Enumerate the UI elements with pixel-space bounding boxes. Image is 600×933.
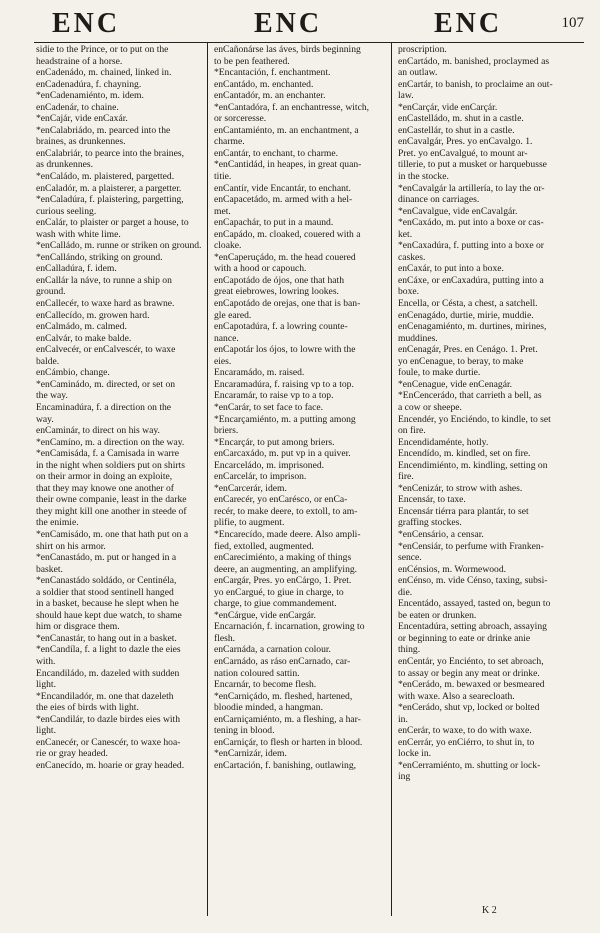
dictionary-line: with. — [36, 655, 56, 667]
dictionary-line: yo enCenague, to beray, to make — [398, 355, 524, 367]
dictionary-line: in the stocke. — [398, 171, 449, 183]
dictionary-line: enCastellár, to shut in a castle. — [398, 124, 515, 136]
dictionary-line: enCapotár los ójos, to lowre with the — [214, 344, 356, 356]
dictionary-line: sence. — [398, 552, 422, 564]
dictionary-line: charme. — [214, 136, 245, 148]
dictionary-line: curious seeling. — [36, 205, 97, 217]
dictionary-line: enCargár, Pres. yo enCárgo, 1. Pret. — [214, 575, 352, 587]
dictionary-line: as drunkennes. — [36, 159, 94, 171]
dictionary-line: enCenagádo, durtie, mirie, muddie. — [398, 309, 534, 321]
dictionary-line: cloake. — [214, 240, 242, 252]
dictionary-line: *enCenague, vide enCenagár. — [398, 378, 513, 390]
dictionary-line: Encentadúra, setting abroach, assaying — [398, 621, 547, 633]
dictionary-line: a cow or sheepe. — [398, 401, 462, 413]
dictionary-line: enCarniçamiénto, m. a fleshing, a har- — [214, 713, 361, 725]
dictionary-line: enCaxár, to put into a boxe. — [398, 263, 504, 275]
dictionary-line: proscription. — [398, 44, 447, 55]
dictionary-line: *enCerádo, m. bewaxed or besmeared — [398, 679, 545, 691]
dictionary-line: shirt on his armor. — [36, 540, 106, 552]
dictionary-line: enCantír, vide Encantár, to enchant. — [214, 182, 351, 194]
dictionary-line: *enCaxádo, m. put into a boxe or cas- — [398, 217, 544, 229]
dictionary-line: Encarceládo, m. imprisoned. — [214, 459, 325, 471]
dictionary-line: light. — [36, 725, 56, 737]
dictionary-line: dinance on carriages. — [398, 194, 480, 206]
dictionary-line: enCantádo, m. enchanted. — [214, 78, 314, 90]
dictionary-line: ing — [398, 771, 411, 783]
dictionary-line: in. — [398, 713, 408, 725]
dictionary-line: with waxe. Also a searecloath. — [398, 690, 515, 702]
dictionary-line: to assay or begin any meat or drinke. — [398, 667, 540, 679]
dictionary-line: *enCantadóra, f. an enchantresse, witch, — [214, 101, 370, 113]
dictionary-line: *enCenizár, to strow with ashes. — [398, 482, 523, 494]
dictionary-line: sidie to the Prince, or to put on the — [36, 44, 169, 55]
dictionary-line: bloodie minded, a hangman. — [214, 702, 323, 714]
dictionary-line: on their armor in doing an exploite, — [36, 471, 173, 483]
dictionary-line: enCarecimiénto, a making of things — [214, 552, 352, 564]
dictionary-line: yo enCargué, to giue in charge, to — [214, 586, 344, 598]
dictionary-line: Encensár tiérra para plantár, to set — [398, 505, 529, 517]
dictionary-line: enCáxe, or enCaxadúra, putting into a — [398, 274, 544, 286]
dictionary-line: enCalvecér, or enCalvescér, to waxe — [36, 344, 176, 356]
dictionary-line: caskes. — [398, 251, 426, 263]
dictionary-line: enCallecído, m. growen hard. — [36, 309, 150, 321]
dictionary-line: fire. — [398, 471, 414, 483]
dictionary-line: be eaten or drunken. — [398, 609, 477, 621]
dictionary-line: enCarcaxádo, m. put vp in a quiver. — [214, 448, 351, 460]
dictionary-line: *enCerádo, shut vp, locked or bolted — [398, 702, 540, 714]
dictionary-line: enCalabriár, to pearce into the braines, — [36, 147, 184, 159]
dictionary-line: rie or gray headed. — [36, 748, 108, 760]
dictionary-line: locke in. — [398, 748, 432, 760]
dictionary-line: *enCanastádo, m. put or hanged in a — [36, 552, 177, 564]
dictionary-line: *enCamisádo, m. one that hath put on a — [36, 528, 189, 540]
dictionary-line: enCapotádo de orejas, one that is ban- — [214, 298, 361, 310]
dictionary-line: great eiebrowes, lowring lookes. — [214, 286, 339, 298]
dictionary-line: Pret. yo enCavalgué, to mount ar- — [398, 147, 528, 159]
dictionary-line: *enCandilár, to dazle birdes eies with — [36, 713, 181, 725]
dictionary-line: the eies of birds with light. — [36, 702, 139, 714]
dictionary-line: gle eared. — [214, 309, 252, 321]
dictionary-line: flesh. — [214, 632, 236, 644]
dictionary-line: ground. — [36, 286, 66, 298]
dictionary-line: or beginning to eate or drinke anie — [398, 632, 531, 644]
dictionary-line: *enCarnizár, idem. — [214, 748, 287, 760]
dictionary-line: enCantamiénto, m. an enchantment, a — [214, 124, 359, 136]
header-rule — [34, 42, 584, 43]
dictionary-line: Encarnación, f. incarnation, growing to — [214, 621, 365, 633]
dictionary-line: to be pen feathered. — [214, 55, 290, 67]
dictionary-line: tillerie, to put a musket or harquebusse — [398, 159, 547, 171]
dictionary-line: Encaminadúra, f. a direction on the — [36, 401, 172, 413]
dictionary-line: Encaramadúra, f. raising vp to a top. — [214, 378, 354, 390]
dictionary-line: their owne companie, least in the darke — [36, 494, 187, 506]
dictionary-line: fied, extolled, augmented. — [214, 540, 314, 552]
dictionary-line: enCañonárse las áves, birds beginning — [214, 44, 361, 55]
dictionary-line: a soldier that stood sentinell hanged — [36, 586, 174, 598]
dictionary-line: boxe. — [398, 286, 420, 298]
headword-left: ENC — [52, 8, 121, 39]
dictionary-line: enCartádo, m. banished, proclaymed as — [398, 55, 550, 67]
dictionary-line: in a basket, because he slept when he — [36, 598, 179, 610]
dictionary-line: *enCandíla, f. a light to dazle the eies — [36, 644, 181, 656]
dictionary-line: they might kill one another in steede of — [36, 505, 187, 517]
dictionary-line: Encarnár, to become flesh. — [214, 679, 317, 691]
dictionary-line: enCapádo, m. cloaked, couered with a — [214, 228, 361, 240]
dictionary-line: nance. — [214, 332, 239, 344]
dictionary-line: briers. — [214, 425, 239, 437]
dictionary-line: on fire. — [398, 425, 426, 437]
dictionary-line: *enCensiár, to perfume with Franken- — [398, 540, 544, 552]
dictionary-line: *Encarecído, made deere. Also ampli- — [214, 528, 361, 540]
dictionary-line: him or disgrace them. — [36, 621, 120, 633]
dictionary-line: *enCavalgár la artillería, to lay the or- — [398, 182, 545, 194]
dictionary-line: *enCaxadúra, f. putting into a boxe or — [398, 240, 545, 252]
dictionary-line: recér, to make deere, to extoll, to am- — [214, 505, 358, 517]
dictionary-line: enCentár, yo Enciénto, to set abroach, — [398, 655, 544, 667]
dictionary-line: enCanecér, or Canescér, to waxe hoa- — [36, 736, 181, 748]
dictionary-line: *enCensário, a censar. — [398, 528, 484, 540]
headword-right: ENC — [434, 8, 503, 39]
dictionary-line: an outlaw. — [398, 67, 438, 79]
dictionary-line: *enCadenamiénto, m. idem. — [36, 90, 144, 102]
page-number: 107 — [561, 15, 584, 31]
dictionary-line: enCalár, to plaister or parget a house, to — [36, 217, 189, 229]
dictionary-line: *enCanastár, to hang out in a basket. — [36, 632, 177, 644]
dictionary-line: *enCamisáda, f. a Camisada in warre — [36, 448, 180, 460]
dictionary-line: ket. — [398, 228, 413, 240]
dictionary-line: muddines. — [398, 332, 438, 344]
dictionary-line: enCapacetádo, m. armed with a hel- — [214, 194, 353, 206]
dictionary-line: *enCantidád, in heapes, in great quan- — [214, 159, 362, 171]
dictionary-line: Encendído, m. kindled, set on fire. — [398, 448, 531, 460]
dictionary-line: way. — [36, 413, 54, 425]
dictionary-line: *enCarniçádo, m. fleshed, hartened, — [214, 690, 353, 702]
dictionary-line: thing. — [398, 644, 421, 656]
dictionary-line: Encandiládo, m. dazeled with sudden — [36, 667, 180, 679]
dictionary-line: enCaladór, m. a plaisterer, a pargetter. — [36, 182, 182, 194]
dictionary-line: enCapachár, to put in a maund. — [214, 217, 334, 229]
dictionary-line: Encendér, yo Enciéndo, to kindle, to set — [398, 413, 551, 425]
dictionary-line: enCartación, f. banishing, outlawing, — [214, 759, 357, 771]
dictionary-line: Encella, or Césta, a chest, a satchell. — [398, 298, 538, 310]
dictionary-line: die. — [398, 586, 413, 598]
dictionary-line: enCantadór, m. an enchanter. — [214, 90, 326, 102]
dictionary-line: Encendimiénto, m. kindling, setting on — [398, 459, 548, 471]
dictionary-line: *enCarcerár, idem. — [214, 482, 287, 494]
dictionary-line: *enCanastádo soldádo, or Centinéla, — [36, 575, 177, 587]
dictionary-line: enCadenádo, m. chained, linked in. — [36, 67, 172, 79]
dictionary-line: enCanecído, m. hoarie or gray headed. — [36, 759, 185, 771]
dictionary-line: enCenagamiénto, m. durtines, mirines, — [398, 321, 547, 333]
dictionary-line: *Encantación, f. enchantment. — [214, 67, 331, 79]
dictionary-line: enCerrár, yo enCiérro, to shut in, to — [398, 736, 535, 748]
dictionary-line: *enCajár, vide enCaxár. — [36, 113, 128, 125]
dictionary-line: Encentádo, assayed, tasted on, begun to — [398, 598, 551, 610]
dictionary-line: enCalladúra, f. idem. — [36, 263, 117, 275]
dictionary-line: basket. — [36, 563, 63, 575]
dictionary-column-left — [36, 44, 216, 914]
dictionary-line: graffing stockes. — [398, 517, 462, 529]
dictionary-line: *enCaladúra, f. plaistering, pargetting, — [36, 194, 184, 206]
dictionary-line: enCadenadúra, f. chayning. — [36, 78, 142, 90]
dictionary-line: *enCalládo, m. runne or striken on ground. — [36, 240, 202, 252]
dictionary-line: eies. — [214, 355, 232, 367]
dictionary-column-middle — [214, 44, 394, 914]
dictionary-line: Encaramár, to raise vp to a top. — [214, 390, 334, 402]
dictionary-line: enCapotádo de ójos, one that hath — [214, 274, 345, 286]
dictionary-line: *enCavalgue, vide enCavalgár. — [398, 205, 518, 217]
dictionary-line: *enCalabriádo, m. pearced into the — [36, 124, 171, 136]
dictionary-line: enCadenár, to chaine. — [36, 101, 119, 113]
dictionary-line: Encendidaménte, hotly. — [398, 436, 489, 448]
dictionary-line: deere, an augmenting, an amplifying. — [214, 563, 358, 575]
dictionary-line: charge, to giue commandement. — [214, 598, 337, 610]
dictionary-line: enCarniçár, to flesh or harten in blood. — [214, 736, 363, 748]
dictionary-line: enCénsios, m. Wormewood. — [398, 563, 507, 575]
dictionary-line: should haue kept due watch, to shame — [36, 609, 182, 621]
dictionary-line: enCenagár, Pres. en Cenágo. 1. Pret. — [398, 344, 538, 356]
dictionary-line: nation coloured sattin. — [214, 667, 300, 679]
dictionary-line: tening in blood. — [214, 725, 275, 737]
dictionary-line: titie. — [214, 171, 232, 183]
dictionary-line: with a hood or capouch. — [214, 263, 307, 275]
dictionary-line: enCarecér, yo enCarésco, or enCa- — [214, 494, 348, 506]
dictionary-line: met. — [214, 205, 231, 217]
dictionary-line: enCastelládo, m. shut in a castle. — [398, 113, 524, 125]
dictionary-line: *Encarçamiénto, m. a putting among — [214, 413, 356, 425]
dictionary-line: *enCárgue, vide enCargár. — [214, 609, 316, 621]
dictionary-line: enCénso, m. vide Cénso, taxing, subsi- — [398, 575, 548, 587]
dictionary-line: law. — [398, 90, 414, 102]
dictionary-line: *enCamíno, m. a direction on the way. — [36, 436, 185, 448]
dictionary-line: the way. — [36, 390, 68, 402]
dictionary-line: enCantár, to enchant, to charme. — [214, 147, 339, 159]
dictionary-line: enCallár la náve, to runne a ship on — [36, 274, 172, 286]
dictionary-line: *Encandiladór, m. one that dazeleth — [36, 690, 174, 702]
dictionary-line: balde. — [36, 355, 60, 367]
dictionary-column-right — [398, 44, 578, 914]
dictionary-line: or sorceresse. — [214, 113, 267, 125]
dictionary-line: enCarcelár, to imprison. — [214, 471, 307, 483]
dictionary-line: enCaminár, to direct on his way. — [36, 425, 160, 437]
dictionary-line: *enCaminádo, m. directed, or set on — [36, 378, 176, 390]
dictionary-line: enCartár, to banish, to proclaime an out- — [398, 78, 553, 90]
dictionary-line: enCavalgár, Pres. yo enCavalgo. 1. — [398, 136, 533, 148]
dictionary-line: *EnCencerádo, that carrieth a bell, as — [398, 390, 542, 402]
dictionary-line: in the night when soldiers put on shirts — [36, 459, 185, 471]
dictionary-line: enCarnádo, as ráso enCarnado, car- — [214, 655, 351, 667]
dictionary-line: *enCarçár, vide enCarçár. — [398, 101, 498, 113]
dictionary-line: enCarnáda, a carnation colour. — [214, 644, 331, 656]
dictionary-line: the enimie. — [36, 517, 79, 529]
dictionary-line: that they may knowe one another of — [36, 482, 174, 494]
dictionary-line: *enCallándo, striking on ground. — [36, 251, 163, 263]
dictionary-line: *enCarár, to set face to face. — [214, 401, 324, 413]
dictionary-line: enCalmádo, m. calmed. — [36, 321, 127, 333]
dictionary-line: *Encarçár, to put among briers. — [214, 436, 335, 448]
dictionary-line: headstraine of a horse. — [36, 55, 123, 67]
headword-center: ENC — [254, 8, 323, 39]
dictionary-line: *enCaládo, m. plaistered, pargetted. — [36, 171, 175, 183]
dictionary-line: plifie, to augment. — [214, 517, 285, 529]
running-header — [34, 10, 584, 38]
dictionary-line: enCapotadúra, f. a lowring counte- — [214, 321, 348, 333]
dictionary-line: Encensár, to taxe. — [398, 494, 466, 506]
signature-mark: K 2 — [482, 905, 497, 916]
dictionary-line: foule, to make durtie. — [398, 367, 481, 379]
dictionary-line: braines, as drunkennes. — [36, 136, 126, 148]
dictionary-line: *enCaperuçádo, m. the head couered — [214, 251, 356, 263]
dictionary-line: light. — [36, 679, 56, 691]
dictionary-line: enCallecér, to waxe hard as brawne. — [36, 298, 175, 310]
dictionary-line: Encaramádo, m. raised. — [214, 367, 305, 379]
dictionary-line: *enCerramiénto, m. shutting or lock- — [398, 759, 541, 771]
dictionary-line: enCalvár, to make balde. — [36, 332, 132, 344]
dictionary-line: wash with white lime. — [36, 228, 121, 240]
dictionary-line: enCámbio, change. — [36, 367, 110, 379]
dictionary-line: enCerár, to waxe, to do with waxe. — [398, 725, 532, 737]
